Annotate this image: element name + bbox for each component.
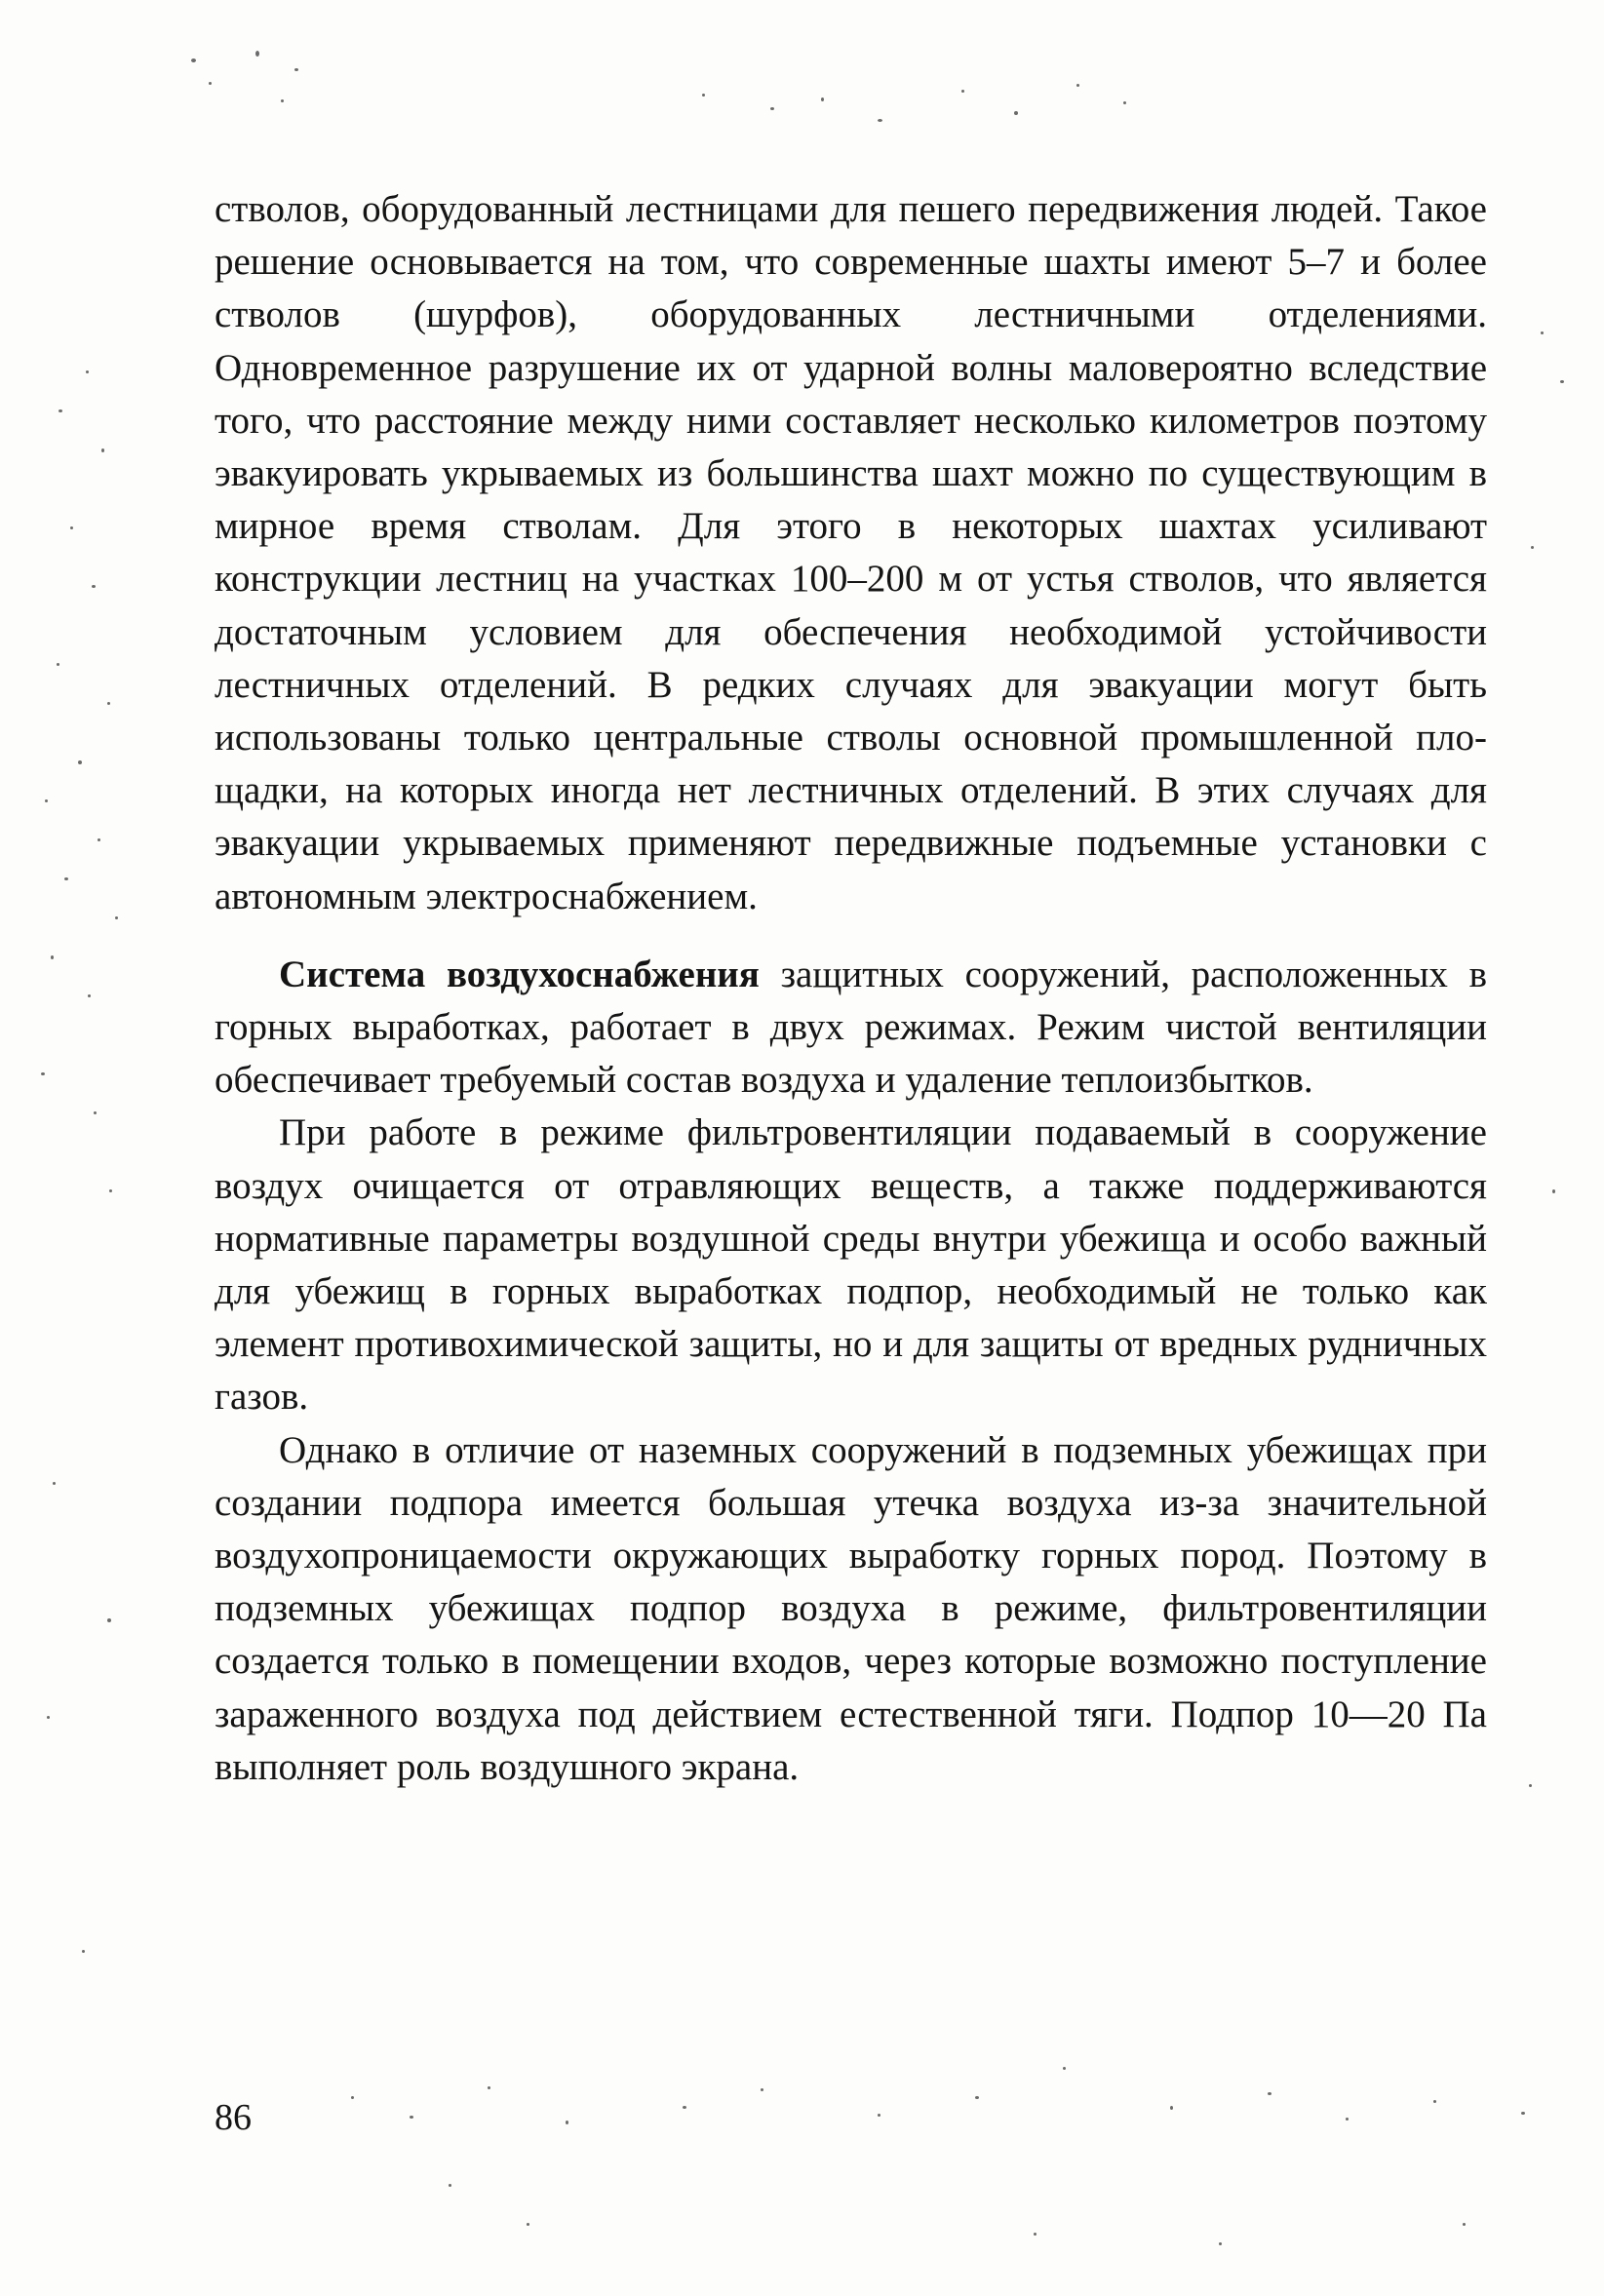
scan-speck xyxy=(488,2086,490,2089)
scan-speck xyxy=(64,877,68,880)
scan-speck xyxy=(41,1072,45,1075)
scan-speck xyxy=(70,526,73,529)
scan-speck xyxy=(1268,2092,1271,2095)
scan-speck xyxy=(294,68,298,71)
scan-speck xyxy=(78,760,82,764)
paragraph-3-text: При работе в режиме фильтровентиляции подаваемый в сооружение воздух очищается от отравляющих веществ, а также поддерживаются нормативные параметры воздушной среды внутри убежища и особо важный для убежищ в горных выработках подпор, необходимый не только как элемент противохимической защиты, но и для защиты от вредных рудничных газов. xyxy=(215,1111,1487,1419)
paragraph-3 xyxy=(215,1107,1487,1423)
paragraph-2-bold-lead: Система воздухоснабжения xyxy=(279,953,760,995)
scan-speck xyxy=(1034,2233,1037,2236)
scan-speck xyxy=(702,94,705,97)
paragraph-2-text: защитных сооружений, расположенных в горных выработках, работает в двух режимах. Режим чистой вентиляции обеспечивает требуемый состав воздуха и удаление теплоизбытков. xyxy=(215,953,1487,1102)
scan-speck xyxy=(82,1950,85,1953)
scan-speck xyxy=(209,82,212,85)
scan-speck xyxy=(1529,1784,1532,1787)
scan-speck xyxy=(770,107,774,110)
scan-speck xyxy=(92,585,96,588)
scan-speck xyxy=(1014,111,1018,115)
scan-speck xyxy=(98,838,100,841)
scan-speck xyxy=(88,994,91,997)
page-body xyxy=(215,183,1487,1794)
scan-speck xyxy=(51,955,54,959)
scan-speck xyxy=(281,99,284,102)
scan-speck xyxy=(1560,380,1564,383)
scan-speck xyxy=(527,2223,529,2226)
scan-speck xyxy=(47,1716,50,1719)
paragraph-1-text: стволов, оборудованный лестницами для пешего передвижения людей. Такое решение основывается на том, что современные шахты имеют 5–7 и более стволов (шурфов), оборудованных лестничными отделениями. Одновременное разрушение их от ударной волны маловероятно вследствие того, что расстояние между ними составляет несколько километров поэтому эвакуировать укрываемых из большинства шахт можно по существующим в мирное время стволам. Для этого в некоторых шахтах усиливают конструкции лестниц на участках 100–200 м от устья стволов, что является достаточным условием для обеспечения необходимой устойчивости лестничных отделений. В редких случаях для эвакуации могут быть использованы только центральные стволы основной промышленной площадки, на которых иногда нет лестничных отделений. В этих случаях для эвакуации укрываемых применяют передвижные подъемные установки с автономным электроснабжением. xyxy=(215,188,1487,917)
scan-speck xyxy=(191,58,196,62)
scan-speck xyxy=(761,2088,763,2091)
scan-speck xyxy=(1170,2106,1173,2110)
scan-speck xyxy=(566,2121,568,2124)
paragraph-4-text: Однако в отличие от наземных сооружений в подземных убежищах при создании подпора имеется большая утечка воздуха из-за значительной воздухопроницаемости окружающих выработку горных пород. Поэтому в подземных убежищах подпор воздуха в режиме, фильтровентиляции создается только в помещении входов, через которые возможно поступление зараженного воздуха под действием естественной тяги. Подпор 10—20 Па выполняет роль воздушного экрана. xyxy=(215,1428,1487,1788)
paragraph-1 xyxy=(215,183,1487,923)
scan-speck xyxy=(975,2096,979,2099)
scan-speck xyxy=(57,663,59,666)
scan-speck xyxy=(115,916,118,919)
scan-speck xyxy=(101,448,104,452)
scan-speck xyxy=(109,1189,112,1192)
scan-speck xyxy=(1463,2223,1466,2226)
scan-speck xyxy=(1076,84,1079,87)
scan-speck xyxy=(45,799,48,802)
paragraph-2 xyxy=(215,949,1487,1108)
scan-speck xyxy=(1346,2118,1349,2121)
scan-speck xyxy=(1433,2100,1436,2103)
scan-speck xyxy=(683,2106,686,2109)
scan-speck xyxy=(449,2184,451,2187)
paragraph-4 xyxy=(215,1424,1487,1794)
scan-speck xyxy=(1521,2112,1525,2115)
scan-speck xyxy=(1552,1189,1555,1193)
scan-speck xyxy=(961,90,964,93)
scan-speck xyxy=(53,1482,56,1485)
scan-speck xyxy=(351,2096,354,2099)
scan-speck xyxy=(1123,101,1126,104)
scan-speck xyxy=(1219,2242,1222,2245)
scan-speck xyxy=(1541,331,1544,334)
scan-speck xyxy=(410,2116,413,2119)
scan-speck xyxy=(59,409,62,412)
scan-speck xyxy=(107,1618,111,1622)
page-number: 86 xyxy=(215,2097,252,2138)
scan-speck xyxy=(1063,2067,1066,2070)
scan-speck xyxy=(878,119,882,122)
scan-speck xyxy=(255,51,259,57)
scan-speck xyxy=(107,702,110,705)
scan-speck xyxy=(86,370,89,373)
scan-speck xyxy=(1531,546,1534,549)
scan-speck xyxy=(821,97,824,101)
scan-speck xyxy=(94,1111,97,1114)
scan-speck xyxy=(878,2114,880,2117)
